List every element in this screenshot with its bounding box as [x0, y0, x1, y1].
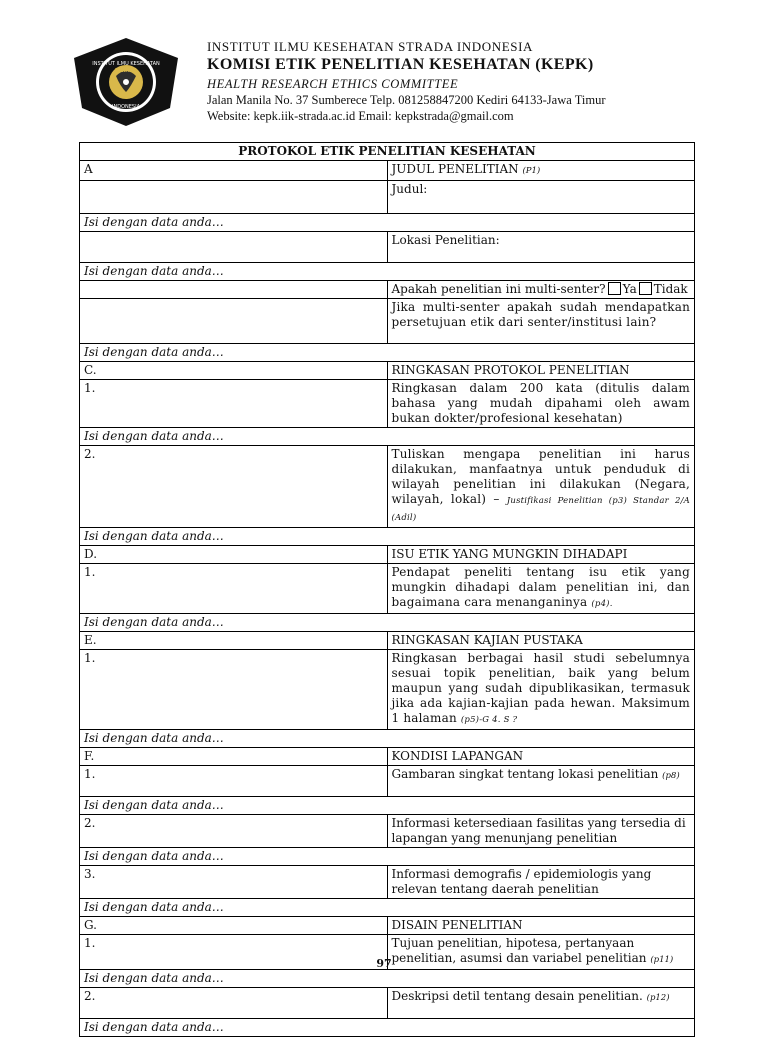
- strada-logo: [70, 36, 182, 128]
- section-c-label: RINGKASAN PROTOKOL PENELITIAN: [387, 362, 695, 380]
- checkbox-ya[interactable]: [608, 282, 621, 295]
- item-g2-text: Deskripsi detil tentang desain penelitian.: [391, 989, 643, 1003]
- section-e-header: [80, 632, 695, 650]
- item-g2: [387, 988, 695, 1019]
- item-number: 1.: [80, 380, 388, 428]
- section-a-label: JUDUL PENELITIAN: [391, 162, 519, 176]
- item-e1-text: Ringkasan berbagai hasil studi sebelumnya sesuai topik penelitian, baik yang belum maupun yang sudah dipublikasikan, termasuk jika ada kajian-kajian pada hewan. Maksimum 1 halaman: [391, 651, 690, 725]
- fill-field-f3[interactable]: Isi dengan data anda…: [80, 899, 695, 917]
- section-a-ref: (P1): [522, 166, 541, 176]
- section-g-header: [80, 917, 695, 935]
- judul-label: Judul:: [387, 181, 695, 214]
- multi-center-label: Apakah penelitian ini multi-senter?: [391, 282, 606, 296]
- committee-name: KOMISI ETIK PENELITIAN KESEHATAN (KEPK): [207, 56, 594, 73]
- multi-center-approval-question: Jika multi-senter apakah sudah mendapatkan persetujuan etik dari senter/institusi lain?: [387, 299, 695, 344]
- page-number: 97: [376, 957, 392, 970]
- multi-center-question: [387, 281, 695, 299]
- item-c2: [387, 446, 695, 528]
- multi-center-approval-row: [80, 299, 695, 344]
- item-number: 2.: [80, 815, 388, 848]
- item-f3-text: Informasi demografis / epidemiologis yang relevan tentang daerah penelitian: [387, 866, 695, 899]
- section-g-label: DISAIN PENELITIAN: [387, 917, 695, 935]
- item-e1-row: [80, 650, 695, 730]
- fill-field-judul[interactable]: Isi dengan data anda…: [80, 214, 695, 232]
- item-f2-text: Informasi ketersediaan fasilitas yang tersedia di lapangan yang menunjang penelitian: [387, 815, 695, 848]
- item-number: 1.: [80, 650, 388, 730]
- fill-field-lokasi[interactable]: Isi dengan data anda…: [80, 263, 695, 281]
- section-a-header: [80, 161, 695, 181]
- section-code: E.: [80, 632, 388, 650]
- section-code: G.: [80, 917, 388, 935]
- fill-field-c2[interactable]: Isi dengan data anda…: [80, 528, 695, 546]
- logo-text-top: INSTITUT ILMU KESEHATAN: [92, 61, 160, 67]
- lokasi-label: Lokasi Penelitian:: [387, 232, 695, 263]
- fill-field-g1[interactable]: Isi dengan data anda…: [80, 970, 695, 988]
- item-f3-row: [80, 866, 695, 899]
- logo-text-mid: STRADA: [114, 68, 138, 74]
- judul-row: [80, 181, 695, 214]
- item-c2-text: Tuliskan mengapa penelitian ini harus dilakukan, manfaatnya untuk penduduk di wilayah penelitian ini dilakukan (Negara, wilayah, lokal) –: [391, 447, 690, 506]
- item-c2-ref: Justifikasi Penelitian (p3) Standar 2/A (Adil): [391, 496, 690, 523]
- letterhead: [0, 0, 768, 135]
- item-d1-text: Pendapat peneliti tentang isu etik yang mungkin dihadapi dalam penelitian ini, dan bagaimana cara menanganinya: [391, 565, 690, 609]
- section-f-label: KONDISI LAPANGAN: [387, 748, 695, 766]
- item-d1-ref: (p4).: [591, 599, 613, 609]
- section-e-label: RINGKASAN KAJIAN PUSTAKA: [387, 632, 695, 650]
- item-f1-row: [80, 766, 695, 797]
- protocol-form-table: [79, 142, 695, 1037]
- item-c1-text: Ringkasan dalam 200 kata (ditulis dalam bahasa yang mudah dipahami oleh awam bukan dokter/profesional kesehatan): [387, 380, 695, 428]
- section-code: C.: [80, 362, 388, 380]
- item-c2-row: [80, 446, 695, 528]
- item-number: 3.: [80, 866, 388, 899]
- fill-field-d1[interactable]: Isi dengan data anda…: [80, 614, 695, 632]
- item-g2-row: [80, 988, 695, 1019]
- form-title-row: [80, 143, 695, 161]
- section-d-label: ISU ETIK YANG MUNGKIN DIHADAPI: [387, 546, 695, 564]
- address: Jalan Manila No. 37 Sumberece Telp. 081258847200 Kediri 64133-Jawa Timur: [207, 93, 606, 107]
- fill-field-g2[interactable]: Isi dengan data anda…: [80, 1019, 695, 1037]
- item-f2-row: [80, 815, 695, 848]
- item-number: 1.: [80, 935, 388, 970]
- item-e1: [387, 650, 695, 730]
- section-code: D.: [80, 546, 388, 564]
- section-d-header: [80, 546, 695, 564]
- section-code: F.: [80, 748, 388, 766]
- option-tidak-label: Tidak: [653, 282, 688, 296]
- fill-field-f1[interactable]: Isi dengan data anda…: [80, 797, 695, 815]
- item-number: 1.: [80, 564, 388, 614]
- section-c-header: [80, 362, 695, 380]
- form-title: PROTOKOL ETIK PENELITIAN KESEHATAN: [80, 143, 695, 161]
- option-ya-label: Ya: [622, 282, 637, 296]
- item-number: 1.: [80, 766, 388, 797]
- item-number: 2.: [80, 988, 388, 1019]
- logo-text-bottom: INDONESIA: [112, 104, 140, 110]
- item-f1: [387, 766, 695, 797]
- item-g1-ref: (p11): [650, 955, 674, 965]
- item-d1-row: [80, 564, 695, 614]
- section-f-header: [80, 748, 695, 766]
- committee-name-en: HEALTH RESEARCH ETHICS COMMITTEE: [207, 77, 459, 91]
- fill-field-c1[interactable]: Isi dengan data anda…: [80, 428, 695, 446]
- multi-center-row: [80, 281, 695, 299]
- checkbox-tidak[interactable]: [639, 282, 652, 295]
- item-number: 2.: [80, 446, 388, 528]
- section-label: [387, 161, 695, 181]
- lokasi-row: [80, 232, 695, 263]
- institution-name: INSTITUT ILMU KESEHATAN STRADA INDONESIA: [207, 39, 534, 54]
- contact-info: Website: kepk.iik-strada.ac.id Email: kepkstrada@gmail.com: [207, 109, 514, 123]
- fill-field-f2[interactable]: Isi dengan data anda…: [80, 848, 695, 866]
- item-c1-row: [80, 380, 695, 428]
- item-d1: [387, 564, 695, 614]
- item-f1-text: Gambaran singkat tentang lokasi penelitian: [391, 767, 659, 781]
- fill-field-e1[interactable]: Isi dengan data anda…: [80, 730, 695, 748]
- item-f1-ref: (p8): [662, 771, 680, 781]
- item-g2-ref: (p12): [646, 993, 670, 1003]
- fill-field-multicenter[interactable]: Isi dengan data anda…: [80, 344, 695, 362]
- section-code: A: [80, 161, 388, 181]
- item-e1-ref: (p5)-G 4. S ?: [460, 715, 518, 725]
- item-g1-text: Tujuan penelitian, hipotesa, pertanyaan penelitian, asumsi dan variabel penelitian: [391, 936, 647, 965]
